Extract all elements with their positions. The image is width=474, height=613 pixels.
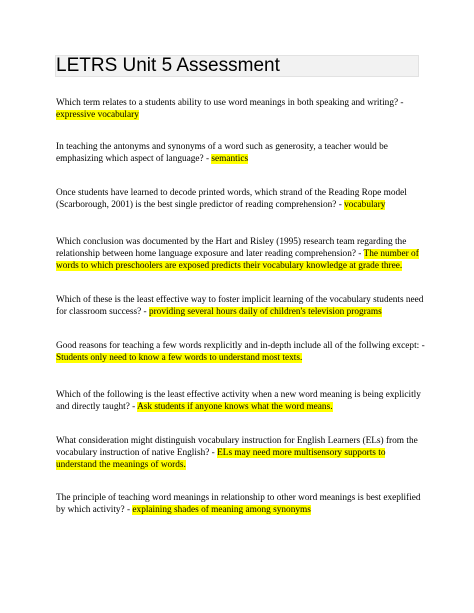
qa-item-3 <box>56 187 426 211</box>
qa-item-9 <box>56 492 426 516</box>
qa-item-2 <box>56 141 426 165</box>
question-text: The principle of teaching word meanings in relationship to other word meanings is best exeplified by which activity? - <box>56 493 421 515</box>
answer-highlight: expressive vocabulary <box>56 110 139 120</box>
qa-item-4 <box>56 236 426 272</box>
answer-highlight: vocabulary <box>344 200 386 210</box>
question-text: Which of these is the least effective way to foster implicit learning of the vocabulary students need for classroom success? - <box>56 295 424 317</box>
question-text: Which term relates to a students ability to use word meanings in both speaking and writing? - <box>56 98 404 108</box>
answer-highlight: semantics <box>211 154 249 164</box>
qa-item-7 <box>56 389 426 413</box>
question-text: Which conclusion was documented by the Hart and Risley (1995) research team regarding the relationship between home language exposure and later reading comprehension? - <box>56 237 407 259</box>
qa-item-1 <box>56 97 426 121</box>
answer-highlight: explaining shades of meaning among synonyms <box>132 505 311 515</box>
answer-highlight: Students only need to know a few words to understand most texts. <box>56 353 303 363</box>
answer-highlight: The number of words to which preschoolers are exposed predicts their vocabulary knowledge at grade three. <box>56 249 419 271</box>
answer-highlight: Ask students if anyone knows what the word means. <box>137 402 333 412</box>
question-text: What consideration might distinguish vocabulary instruction for English Learners (ELs) from the vocabulary instruction of native English? - <box>56 436 418 458</box>
qa-item-5 <box>56 294 426 318</box>
answer-highlight: providing several hours daily of children's television programs <box>148 307 382 317</box>
qa-item-6 <box>56 340 426 364</box>
question-text: Good reasons for teaching a few words rexplicitly and in-depth include all of the follwing except: - <box>56 341 425 351</box>
qa-item-8 <box>56 435 426 471</box>
answer-highlight: ELs may need more multisensory supports to understand the meanings of words. <box>56 448 386 470</box>
question-text: Which of the following is the least effective activity when a new word meaning is being explicitly and directly taught? - <box>56 390 421 412</box>
question-text: Once students have learned to decode printed words, which strand of the Reading Rope model (Scarborough, 2001) is the best single predictor of reading comprehension? - <box>56 188 407 210</box>
page-title: LETRS Unit 5 Assessment <box>56 55 280 76</box>
question-text: In teaching the antonyms and synonyms of a word such as generosity, a teacher would be emphasizing which aspect of language? - <box>56 142 388 164</box>
